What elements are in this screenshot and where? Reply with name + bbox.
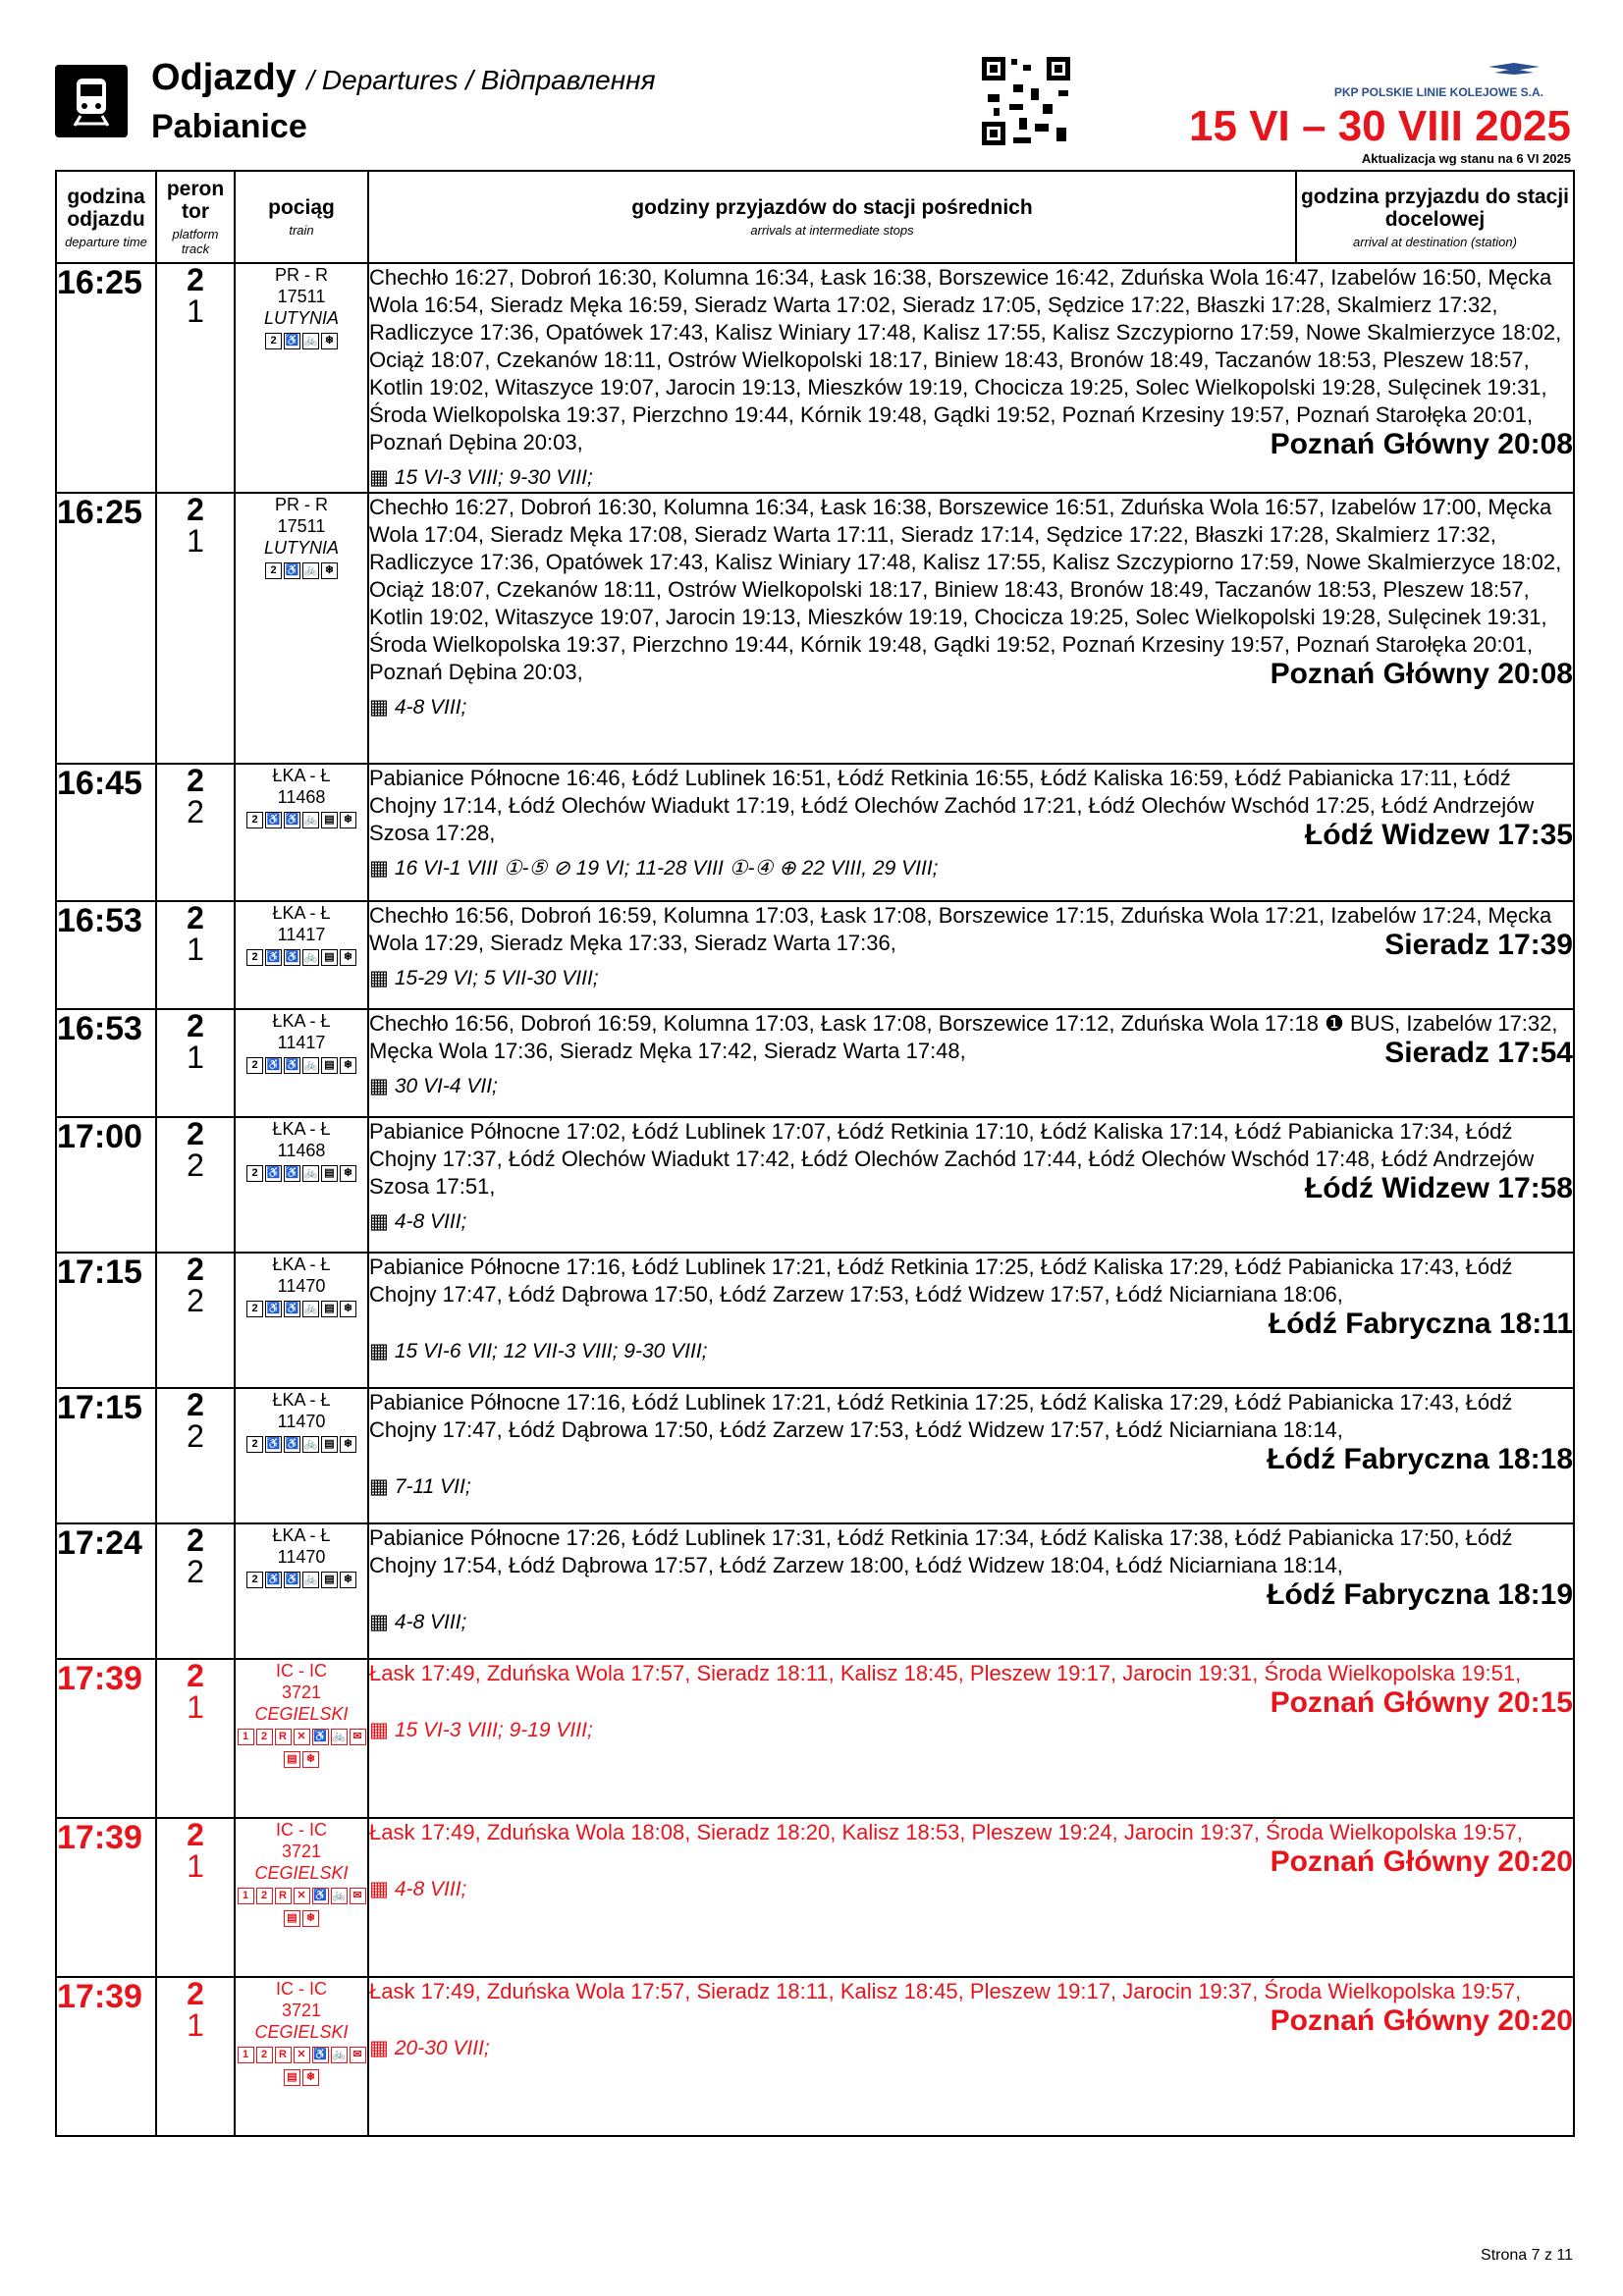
- amenity-icon: 🚲: [302, 1572, 319, 1588]
- calendar-icon: ▦: [369, 1075, 389, 1097]
- intermediate-stops: [368, 263, 1574, 493]
- amenity-icon: 2: [246, 1057, 263, 1074]
- platform-track: [156, 493, 235, 764]
- train-carrier: ŁKA - Ł: [272, 1525, 331, 1545]
- col-stops: godziny przyjazdów do stacji pośrednich arrivals at intermediate stops: [368, 171, 1296, 263]
- calendar-icon: ▦: [369, 1611, 389, 1633]
- train-carrier: IC - IC: [276, 1820, 327, 1840]
- amenity-icon: ♿: [284, 949, 300, 966]
- col-time: godzina odjazdu departure time: [56, 171, 156, 263]
- amenity-icon: ▤: [321, 1301, 338, 1317]
- operating-days-text: 15-29 VI; 5 VII-30 VIII;: [394, 967, 599, 989]
- train-info: [235, 1009, 368, 1117]
- amenity-icon: ▤: [321, 1165, 338, 1182]
- departure-row: [56, 1009, 1574, 1117]
- train-amenities: [236, 1884, 367, 1929]
- update-note: Aktualizacja wg stanu na 6 VI 2025: [1361, 151, 1571, 166]
- train-info: [235, 1117, 368, 1253]
- stops-list: Pabianice Północne 17:26, Łódź Lublinek 17:31, Łódź Retkinia 17:34, Łódź Kaliska 17:38, Łódź Pabianicka 17:50, Łódź Chojny 17:54, Łódź Dąbrowa 17:57, Łódź Zarzew 18:00, Łódź Widzew 18:04, Łódź Niciarniana 18:14,: [369, 1525, 1513, 1577]
- page-title: Odjazdy / Departures / Відправлення: [151, 57, 656, 98]
- intermediate-stops: [368, 1523, 1574, 1659]
- intermediate-stops: [368, 1659, 1574, 1818]
- operating-days-text: 15 VI-3 VIII; 9-30 VIII;: [394, 466, 593, 489]
- stops-list: Chechło 16:27, Dobroń 16:30, Kolumna 16:34, Łask 16:38, Borszewice 16:51, Zduńska Wola 16:57, Izabelów 17:00, Męcka Wola 17:04, Sieradz Męka 17:08, Sieradz Warta 17:11, Sieradz 17:14, Sędzice 17:22, Błaszki 17:28, Skalmierz 17:32, Radliczyce 17:36, Opatówek 17:43, Kalisz Winiary 17:48, Kalisz 17:55, Kalisz Szczypiorno 17:59, Nowe Skalmierzyce 18:02, Ociąż 18:07, Czekanów 18:11, Ostrów Wielkopolski 18:17, Biniew 18:43, Bronów 18:49, Taczanów 18:53, Pleszew 18:57, Kotlin 19:02, Witaszyce 19:07, Jarocin 19:13, Mieszków 19:19, Chocicza 19:25, Solec Wielkopolski 19:28, Sulęcinek 19:31, Środa Wielkopolska 19:37, Pierzchno 19:44, Kórnik 19:48, Gądki 19:52, Poznań Krzesiny 19:57, Poznań Starołęka 20:01, Poznań Dębina 20:03,: [369, 495, 1562, 684]
- train-number: 11470: [277, 1547, 326, 1567]
- track-number: 1: [187, 294, 204, 329]
- amenity-icon: ❄: [340, 1572, 356, 1588]
- stops-list: Chechło 16:27, Dobroń 16:30, Kolumna 16:34, Łask 16:38, Borszewice 16:42, Zduńska Wola 16:47, Izabelów 16:50, Męcka Wola 16:54, Sieradz Męka 16:59, Sieradz Warta 17:02, Sieradz 17:05, Sędzice 17:22, Błaszki 17:28, Skalmierz 17:32, Radliczyce 17:36, Opatówek 17:43, Kalisz Winiary 17:48, Kalisz 17:55, Kalisz Szczypiorno 17:59, Nowe Skalmierzyce 18:02, Ociąż 18:07, Czekanów 18:11, Ostrów Wielkopolski 18:17, Biniew 18:43, Bronów 18:49, Taczanów 18:53, Pleszew 18:57, Kotlin 19:02, Witaszyce 19:07, Jarocin 19:13, Mieszków 19:19, Chocicza 19:25, Solec Wielkopolski 19:28, Sulęcinek 19:31, Środa Wielkopolska 19:37, Pierzchno 19:44, Kórnik 19:48, Gądki 19:52, Poznań Krzesiny 19:57, Poznań Starołęka 20:01, Poznań Dębina 20:03,: [369, 265, 1562, 454]
- train-carrier: ŁKA - Ł: [272, 903, 331, 923]
- amenity-icon: 🚲: [302, 812, 319, 828]
- departure-time: 17:39: [56, 1818, 156, 1977]
- amenity-icon: 🚲: [302, 1436, 319, 1453]
- track-number: 1: [187, 1689, 204, 1725]
- train-amenities: [236, 559, 367, 581]
- amenity-icon: ✕: [294, 1729, 310, 1745]
- departure-time: 16:53: [56, 1009, 156, 1117]
- destination-arrival: Łódź Fabryczna 18:19: [1267, 1578, 1573, 1611]
- amenity-icon: ▤: [284, 2069, 300, 2086]
- departure-row: [56, 493, 1574, 764]
- amenity-icon: ❄: [340, 812, 356, 828]
- amenity-icon: ♿: [284, 1057, 300, 1074]
- amenity-icon: ▤: [284, 1751, 300, 1768]
- train-info: [235, 1977, 368, 2136]
- amenity-icon: 🚲: [302, 562, 319, 579]
- operating-days-text: 15 VI-3 VIII; 9-19 VIII;: [394, 1719, 593, 1741]
- destination-arrival: Poznań Główny 20:08: [1270, 428, 1573, 460]
- platform-number: 2: [187, 1008, 204, 1043]
- amenity-icon: ♿: [312, 1729, 329, 1745]
- train-number: 17511: [277, 287, 326, 306]
- platform-number: 2: [187, 1252, 204, 1287]
- destination-arrival: Poznań Główny 20:15: [1270, 1686, 1573, 1719]
- destination-arrival: Sieradz 17:54: [1384, 1037, 1573, 1069]
- platform-track: [156, 1818, 235, 1977]
- platform-number: 2: [187, 492, 204, 527]
- train-amenities: [236, 1725, 367, 1770]
- destination-arrival: Poznań Główny 20:20: [1270, 2004, 1573, 2037]
- train-number: 11470: [277, 1412, 326, 1431]
- calendar-icon: ▦: [369, 1340, 389, 1362]
- column-header-row: [56, 171, 1574, 263]
- train-info: [235, 901, 368, 1009]
- intermediate-stops: [368, 493, 1574, 764]
- destination-arrival: Poznań Główny 20:08: [1270, 658, 1573, 690]
- track-number: 1: [187, 1848, 204, 1884]
- amenity-icon: ✕: [294, 1888, 310, 1904]
- platform-track: [156, 1253, 235, 1388]
- amenity-icon: 🚲: [331, 1729, 348, 1745]
- amenity-icon: ❄: [321, 333, 338, 349]
- amenity-icon: 🚲: [331, 2047, 348, 2063]
- platform-track: [156, 1977, 235, 2136]
- departures-table: [55, 170, 1575, 2137]
- amenity-icon: 2: [246, 1436, 263, 1453]
- amenity-icon: ▤: [321, 1057, 338, 1074]
- train-name: LUTYNIA: [263, 308, 340, 328]
- train-amenities: [236, 329, 367, 351]
- station-name: Pabianice: [151, 108, 307, 145]
- departure-time: 16:53: [56, 901, 156, 1009]
- calendar-icon: ▦: [369, 466, 389, 489]
- amenity-icon: ♿: [265, 1436, 282, 1453]
- departure-time: 16:45: [56, 764, 156, 901]
- amenity-icon: ✕: [294, 2047, 310, 2063]
- amenity-icon: ♿: [265, 1165, 282, 1182]
- calendar-icon: ▦: [369, 1878, 389, 1900]
- platform-number: 2: [187, 1522, 204, 1558]
- departure-row: [56, 1117, 1574, 1253]
- amenity-icon: 1: [238, 1729, 254, 1745]
- train-name: CEGIELSKI: [254, 1704, 349, 1724]
- amenity-icon: ♿: [265, 1057, 282, 1074]
- amenity-icon: ❄: [340, 949, 356, 966]
- amenity-icon: ▤: [321, 1436, 338, 1453]
- platform-number: 2: [187, 1817, 204, 1852]
- train-info: [235, 263, 368, 493]
- train-carrier: ŁKA - Ł: [272, 766, 331, 785]
- train-amenities: [236, 1297, 367, 1319]
- train-carrier: ŁKA - Ł: [272, 1390, 331, 1410]
- train-number: 3721: [281, 1682, 322, 1702]
- amenity-icon: ❄: [302, 1910, 319, 1927]
- operating-days-text: 16 VI-1 VIII ①-⑤ ⊘ 19 VI; 11-28 VIII ①-④ ⊕ 22 VIII, 29 VIII;: [394, 857, 939, 880]
- operating-days: [369, 2035, 1573, 2062]
- calendar-icon: ▦: [369, 696, 389, 719]
- operator-logo: [1327, 59, 1543, 99]
- operating-days: [369, 1073, 1573, 1100]
- amenity-icon: 2: [246, 949, 263, 966]
- train-amenities: [236, 945, 367, 968]
- train-number: 3721: [281, 1842, 322, 1861]
- amenity-icon: 2: [256, 2047, 273, 2063]
- operating-days-text: 4-8 VIII;: [394, 1878, 467, 1900]
- departure-time: 17:15: [56, 1253, 156, 1388]
- departure-row: [56, 1977, 1574, 2136]
- track-number: 2: [187, 794, 204, 829]
- platform-track: [156, 1009, 235, 1117]
- departure-time: 17:00: [56, 1117, 156, 1253]
- platform-track: [156, 764, 235, 901]
- operating-days-text: 4-8 VIII;: [394, 696, 467, 719]
- amenity-icon: 🚲: [302, 1165, 319, 1182]
- amenity-icon: ▤: [321, 949, 338, 966]
- operating-days-text: 20-30 VIII;: [394, 2037, 490, 2059]
- track-number: 1: [187, 2007, 204, 2043]
- amenity-icon: ❄: [321, 562, 338, 579]
- amenity-icon: 2: [246, 812, 263, 828]
- train-info: [235, 1818, 368, 1977]
- intermediate-stops: [368, 1253, 1574, 1388]
- departure-time: 16:25: [56, 263, 156, 493]
- departure-row: [56, 263, 1574, 493]
- amenity-icon: 2: [265, 562, 282, 579]
- stops-list: Łask 17:49, Zduńska Wola 17:57, Sieradz 18:11, Kalisz 18:45, Pleszew 19:17, Jarocin 19:37, Środa Wielkopolska 19:57,: [369, 1979, 1522, 2003]
- amenity-icon: 2: [256, 1888, 273, 1904]
- calendar-icon: ▦: [369, 1475, 389, 1498]
- train-name: CEGIELSKI: [254, 2022, 349, 2042]
- platform-number: 2: [187, 1976, 204, 2011]
- destination-arrival: Łódź Fabryczna 18:18: [1267, 1443, 1573, 1475]
- platform-track: [156, 263, 235, 493]
- operating-days: [369, 855, 1573, 882]
- amenity-icon: ♿: [284, 562, 300, 579]
- operating-days: [369, 1609, 1573, 1636]
- track-number: 1: [187, 523, 204, 559]
- destination-arrival: Łódź Widzew 17:35: [1304, 819, 1573, 851]
- amenity-icon: ❄: [340, 1165, 356, 1182]
- amenity-icon: 🚲: [302, 1301, 319, 1317]
- platform-track: [156, 1388, 235, 1523]
- train-amenities: [236, 1053, 367, 1076]
- operating-days: [369, 1208, 1573, 1236]
- stops-list: Pabianice Północne 17:16, Łódź Lublinek 17:21, Łódź Retkinia 17:25, Łódź Kaliska 17:29, Łódź Pabianicka 17:43, Łódź Chojny 17:47, Łódź Dąbrowa 17:50, Łódź Zarzew 17:53, Łódź Widzew 17:57, Łódź Niciarniana 18:06,: [369, 1255, 1513, 1307]
- departure-row: [56, 1659, 1574, 1818]
- train-amenities: [236, 1161, 367, 1184]
- operating-days: [369, 464, 1573, 492]
- operating-days: [369, 1338, 1573, 1365]
- amenity-icon: ♿: [284, 333, 300, 349]
- train-info: [235, 1253, 368, 1388]
- train-carrier: IC - IC: [276, 1979, 327, 1999]
- departure-time: 17:39: [56, 1977, 156, 2136]
- operating-days-text: 15 VI-6 VII; 12 VII-3 VIII; 9-30 VIII;: [394, 1340, 708, 1362]
- track-number: 1: [187, 1040, 204, 1075]
- amenity-icon: 🚲: [331, 1888, 348, 1904]
- track-number: 2: [187, 1418, 204, 1454]
- amenity-icon: ♿: [265, 1301, 282, 1317]
- train-number: 11468: [277, 1141, 326, 1160]
- amenity-icon: 2: [256, 1729, 273, 1745]
- train-amenities: [236, 2043, 367, 2088]
- operating-days: [369, 1876, 1573, 1903]
- amenity-icon: ♿: [312, 2047, 329, 2063]
- train-icon: [55, 65, 128, 137]
- departure-time: 17:15: [56, 1388, 156, 1523]
- platform-track: [156, 1523, 235, 1659]
- departure-time: 16:25: [56, 493, 156, 764]
- amenity-icon: 2: [246, 1165, 263, 1182]
- destination-arrival: Poznań Główny 20:20: [1270, 1845, 1573, 1878]
- calendar-icon: ▦: [369, 1210, 389, 1233]
- operating-days-text: 7-11 VII;: [394, 1475, 471, 1498]
- title-translations: / Departures / Відправлення: [306, 65, 656, 95]
- departure-time: 17:24: [56, 1523, 156, 1659]
- amenity-icon: ❄: [340, 1436, 356, 1453]
- amenity-icon: ♿: [265, 949, 282, 966]
- track-number: 1: [187, 932, 204, 967]
- departure-row: [56, 1523, 1574, 1659]
- train-info: [235, 1388, 368, 1523]
- stops-list: Pabianice Północne 17:02, Łódź Lublinek 17:07, Łódź Retkinia 17:10, Łódź Kaliska 17:14, Łódź Pabianicka 17:34, Łódź Chojny 17:37, Łódź Olechów Wiadukt 17:42, Łódź Olechów Zachód 17:44, Łódź Olechów Wschód 17:48, Łódź Andrzejów Szosa 17:51,: [369, 1119, 1535, 1199]
- amenity-icon: ▤: [284, 1910, 300, 1927]
- intermediate-stops: [368, 901, 1574, 1009]
- amenity-icon: ▤: [321, 812, 338, 828]
- amenity-icon: 2: [265, 333, 282, 349]
- amenity-icon: 1: [238, 1888, 254, 1904]
- train-number: 17511: [277, 516, 326, 536]
- departure-row: [56, 1818, 1574, 1977]
- operating-days: [369, 694, 1573, 721]
- amenity-icon: ✉: [350, 1888, 366, 1904]
- amenity-icon: ♿: [284, 1301, 300, 1317]
- validity-period: 15 VI – 30 VIII 2025: [1189, 102, 1571, 150]
- col-train: pociąg train: [235, 171, 368, 263]
- amenity-icon: R: [275, 1729, 292, 1745]
- calendar-icon: ▦: [369, 2037, 389, 2059]
- stops-list: Łask 17:49, Zduńska Wola 17:57, Sieradz 18:11, Kalisz 18:45, Pleszew 19:17, Jarocin 19:31, Środa Wielkopolska 19:51,: [369, 1661, 1522, 1685]
- amenity-icon: ♿: [284, 1165, 300, 1182]
- amenity-icon: 🚲: [302, 1057, 319, 1074]
- amenity-icon: R: [275, 2047, 292, 2063]
- page-number: Strona 7 z 11: [1481, 2247, 1573, 2264]
- departure-time: 17:39: [56, 1659, 156, 1818]
- platform-track: [156, 1117, 235, 1253]
- stops-list: Pabianice Północne 17:16, Łódź Lublinek 17:21, Łódź Retkinia 17:25, Łódź Kaliska 17:29, Łódź Pabianicka 17:43, Łódź Chojny 17:47, Łódź Dąbrowa 17:50, Łódź Zarzew 17:53, Łódź Widzew 17:57, Łódź Niciarniana 18:14,: [369, 1390, 1513, 1442]
- train-carrier: ŁKA - Ł: [272, 1011, 331, 1031]
- amenity-icon: ♿: [284, 812, 300, 828]
- train-amenities: [236, 808, 367, 830]
- train-amenities: [236, 1432, 367, 1455]
- departure-row: [56, 1388, 1574, 1523]
- train-info: [235, 493, 368, 764]
- train-number: 11417: [277, 1033, 326, 1052]
- track-number: 2: [187, 1148, 204, 1183]
- train-name: LUTYNIA: [263, 538, 340, 558]
- train-amenities: [236, 1568, 367, 1590]
- amenity-icon: ❄: [302, 1751, 319, 1768]
- stops-list: Chechło 16:56, Dobroń 16:59, Kolumna 17:03, Łask 17:08, Borszewice 17:15, Zduńska Wola 17:21, Izabelów 17:24, Męcka Wola 17:29, Sieradz Męka 17:33, Sieradz Warta 17:36,: [369, 903, 1552, 955]
- amenity-icon: ❄: [340, 1301, 356, 1317]
- platform-number: 2: [187, 262, 204, 297]
- amenity-icon: ♿: [265, 1572, 282, 1588]
- qr-code-icon: [980, 55, 1072, 147]
- intermediate-stops: [368, 1818, 1574, 1977]
- train-info: [235, 1523, 368, 1659]
- stops-list: Pabianice Północne 16:46, Łódź Lublinek 16:51, Łódź Retkinia 16:55, Łódź Kaliska 16:59, Łódź Pabianicka 17:11, Łódź Chojny 17:14, Łódź Olechów Wiadukt 17:19, Łódź Olechów Zachód 17:21, Łódź Olechów Wschód 17:25, Łódź Andrzejów Szosa 17:28,: [369, 766, 1535, 845]
- train-carrier: PR - R: [275, 265, 328, 285]
- amenity-icon: ♿: [284, 1436, 300, 1453]
- amenity-icon: 1: [238, 2047, 254, 2063]
- intermediate-stops: [368, 1117, 1574, 1253]
- train-number: 3721: [281, 2001, 322, 2020]
- destination-arrival: Łódź Fabryczna 18:11: [1268, 1308, 1573, 1340]
- calendar-icon: ▦: [369, 857, 389, 880]
- platform-track: [156, 1659, 235, 1818]
- amenity-icon: ✉: [350, 1729, 366, 1745]
- platform-number: 2: [187, 763, 204, 798]
- operator-name: PKP POLSKIE LINIE KOLEJOWE S.A.: [1333, 85, 1543, 99]
- amenity-icon: ♿: [312, 1888, 329, 1904]
- train-name: CEGIELSKI: [254, 1863, 349, 1883]
- track-number: 2: [187, 1283, 204, 1318]
- operating-days: [369, 1717, 1573, 1744]
- stops-list: Chechło 16:56, Dobroń 16:59, Kolumna 17:03, Łask 17:08, Borszewice 17:12, Zduńska Wola 17:18 ❶ BUS, Izabelów 17:32, Męcka Wola 17:36, Sieradz Męka 17:42, Sieradz Warta 17:48,: [369, 1011, 1558, 1063]
- track-number: 2: [187, 1554, 204, 1589]
- train-number: 11417: [277, 925, 326, 944]
- platform-number: 2: [187, 1116, 204, 1151]
- page-header: [55, 55, 1573, 169]
- calendar-icon: ▦: [369, 967, 389, 989]
- train-carrier: ŁKA - Ł: [272, 1119, 331, 1139]
- pkp-wings-icon: [1485, 59, 1543, 79]
- operating-days: [369, 965, 1573, 992]
- intermediate-stops: [368, 764, 1574, 901]
- train-info: [235, 764, 368, 901]
- platform-track: [156, 901, 235, 1009]
- intermediate-stops: [368, 1977, 1574, 2136]
- operating-days-text: 30 VI-4 VII;: [394, 1075, 498, 1097]
- amenity-icon: 🚲: [302, 949, 319, 966]
- amenity-icon: 2: [246, 1572, 263, 1588]
- amenity-icon: ❄: [302, 2069, 319, 2086]
- stops-list: Łask 17:49, Zduńska Wola 18:08, Sieradz 18:20, Kalisz 18:53, Pleszew 19:24, Jarocin 19:37, Środa Wielkopolska 19:57,: [369, 1820, 1523, 1844]
- train-number: 11468: [277, 787, 326, 807]
- train-carrier: ŁKA - Ł: [272, 1255, 331, 1274]
- train-info: [235, 1659, 368, 1818]
- amenity-icon: ▤: [321, 1572, 338, 1588]
- departure-row: [56, 1253, 1574, 1388]
- destination-arrival: Sieradz 17:39: [1384, 929, 1573, 961]
- amenity-icon: ❄: [340, 1057, 356, 1074]
- intermediate-stops: [368, 1388, 1574, 1523]
- intermediate-stops: [368, 1009, 1574, 1117]
- calendar-icon: ▦: [369, 1719, 389, 1741]
- operating-days-text: 4-8 VIII;: [394, 1611, 467, 1633]
- amenity-icon: R: [275, 1888, 292, 1904]
- departure-row: [56, 901, 1574, 1009]
- amenity-icon: ♿: [284, 1572, 300, 1588]
- col-platform: peron tor platform track: [156, 171, 235, 263]
- train-carrier: PR - R: [275, 495, 328, 514]
- platform-number: 2: [187, 1658, 204, 1693]
- destination-arrival: Łódź Widzew 17:58: [1304, 1172, 1573, 1204]
- operating-days: [369, 1473, 1573, 1501]
- departure-row: [56, 764, 1574, 901]
- amenity-icon: 2: [246, 1301, 263, 1317]
- amenity-icon: ♿: [265, 812, 282, 828]
- operating-days-text: 4-8 VIII;: [394, 1210, 467, 1233]
- col-destination: godzina przyjazdu do stacji docelowej arrival at destination (station): [1296, 171, 1574, 263]
- amenity-icon: ✉: [350, 2047, 366, 2063]
- train-carrier: IC - IC: [276, 1661, 327, 1681]
- platform-number: 2: [187, 900, 204, 935]
- train-number: 11470: [277, 1276, 326, 1296]
- amenity-icon: 🚲: [302, 333, 319, 349]
- platform-number: 2: [187, 1387, 204, 1422]
